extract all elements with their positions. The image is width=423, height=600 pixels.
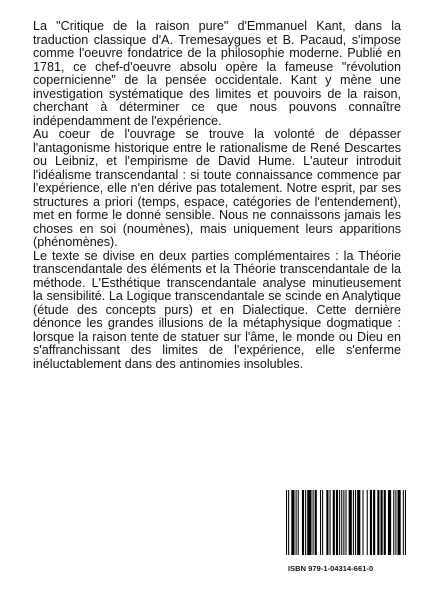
barcode-bar: [302, 490, 304, 555]
barcode-bar: [291, 490, 294, 555]
barcode-bar: [345, 490, 346, 555]
barcode-bar: [339, 490, 340, 555]
barcode-bar: [330, 490, 331, 555]
barcode-bar: [370, 490, 372, 555]
barcode-bar: [393, 490, 394, 555]
isbn-barcode: [286, 490, 406, 555]
barcode-bar: [395, 490, 396, 555]
barcode-bar: [298, 490, 299, 555]
barcode-bar: [307, 490, 311, 555]
barcode-bar: [286, 490, 287, 555]
paragraph-idealism: Au coeur de l'ouvrage se trouve la volonté de dépasser l'antagonisme historique entre le rationalisme de René Descartes ou Leibniz, et l'empirisme de David Hume. L'auteur introduit l'idéalisme transcendantal : si toute connaissance commence par l'expérience, elle n'en dérive pas totalement. Notre esprit, par ses structures a priori (temps, espace, catégories de l'entendement), met en forme le donné sensible. Nous ne connaissons jamais les choses en soi (noumènes), mais uniquement leurs apparitions (phénomènes).: [33, 127, 401, 249]
barcode-bar: [313, 490, 314, 555]
barcode-bar: [381, 490, 383, 555]
barcode-bar: [357, 490, 360, 555]
barcode-bar: [398, 490, 401, 555]
barcode-bar: [403, 490, 404, 555]
barcode-bar: [320, 490, 321, 555]
barcode-bar: [305, 490, 306, 555]
barcode-bar: [349, 490, 352, 555]
barcode-bar: [288, 490, 289, 555]
barcode-bar: [341, 490, 342, 555]
back-cover-text: [33, 20, 401, 371]
barcode-bar: [405, 490, 406, 555]
barcode-bar: [326, 490, 328, 555]
barcode-bar: [343, 490, 344, 555]
barcode-bar: [322, 490, 323, 555]
barcode-bar: [336, 490, 338, 555]
paragraph-intro: La "Critique de la raison pure" d'Emmanuel Kant, dans la traduction classique d'A. Tremesaygues et B. Pacaud, s'impose comme l'oeuvre fondatrice de la philosophie moderne. Publié en 1781, ce chef-d'oeuvre absolu opère la fameuse "révolution copernicienne" de la pensée occidentale. Kant y mène une investigation systématique des limites et pouvoirs de la raison, cherchant à déterminer ce que nous pouvons connaître indépendamment de l'expérience.: [33, 19, 401, 128]
barcode-bar: [362, 490, 363, 555]
barcode-bar: [377, 490, 379, 555]
barcode-bar: [355, 490, 356, 555]
paragraph-structure: Le texte se divise en deux parties complémentaires : la Théorie transcendantale des éléments et la Théorie transcendantale de la méthode. L'Esthétique transcendantale analyse minutieusement la sensibilité. La Logique transcendantale se scinde en Analytique (étude des concepts purs) et en Dialectique. Cette dernière dénonce les grandes illusions de la métaphysique dogmatique : lorsque la raison tente de statuer sur l'âme, le monde ou Dieu en s'affranchissant des limites de l'expérience, elle s'enferme inéluctablement dans des antinomies insolubles.: [33, 248, 401, 371]
barcode-bar: [388, 490, 391, 555]
barcode-bar: [296, 490, 297, 555]
barcode-bar: [373, 490, 375, 555]
barcode-bar: [315, 490, 317, 555]
barcode-bar: [353, 490, 354, 555]
barcode-bar: [333, 490, 335, 555]
isbn-number: ISBN 979-1-04314-661-0: [288, 564, 374, 573]
barcode-bar: [367, 490, 368, 555]
barcode-bar: [384, 490, 386, 555]
